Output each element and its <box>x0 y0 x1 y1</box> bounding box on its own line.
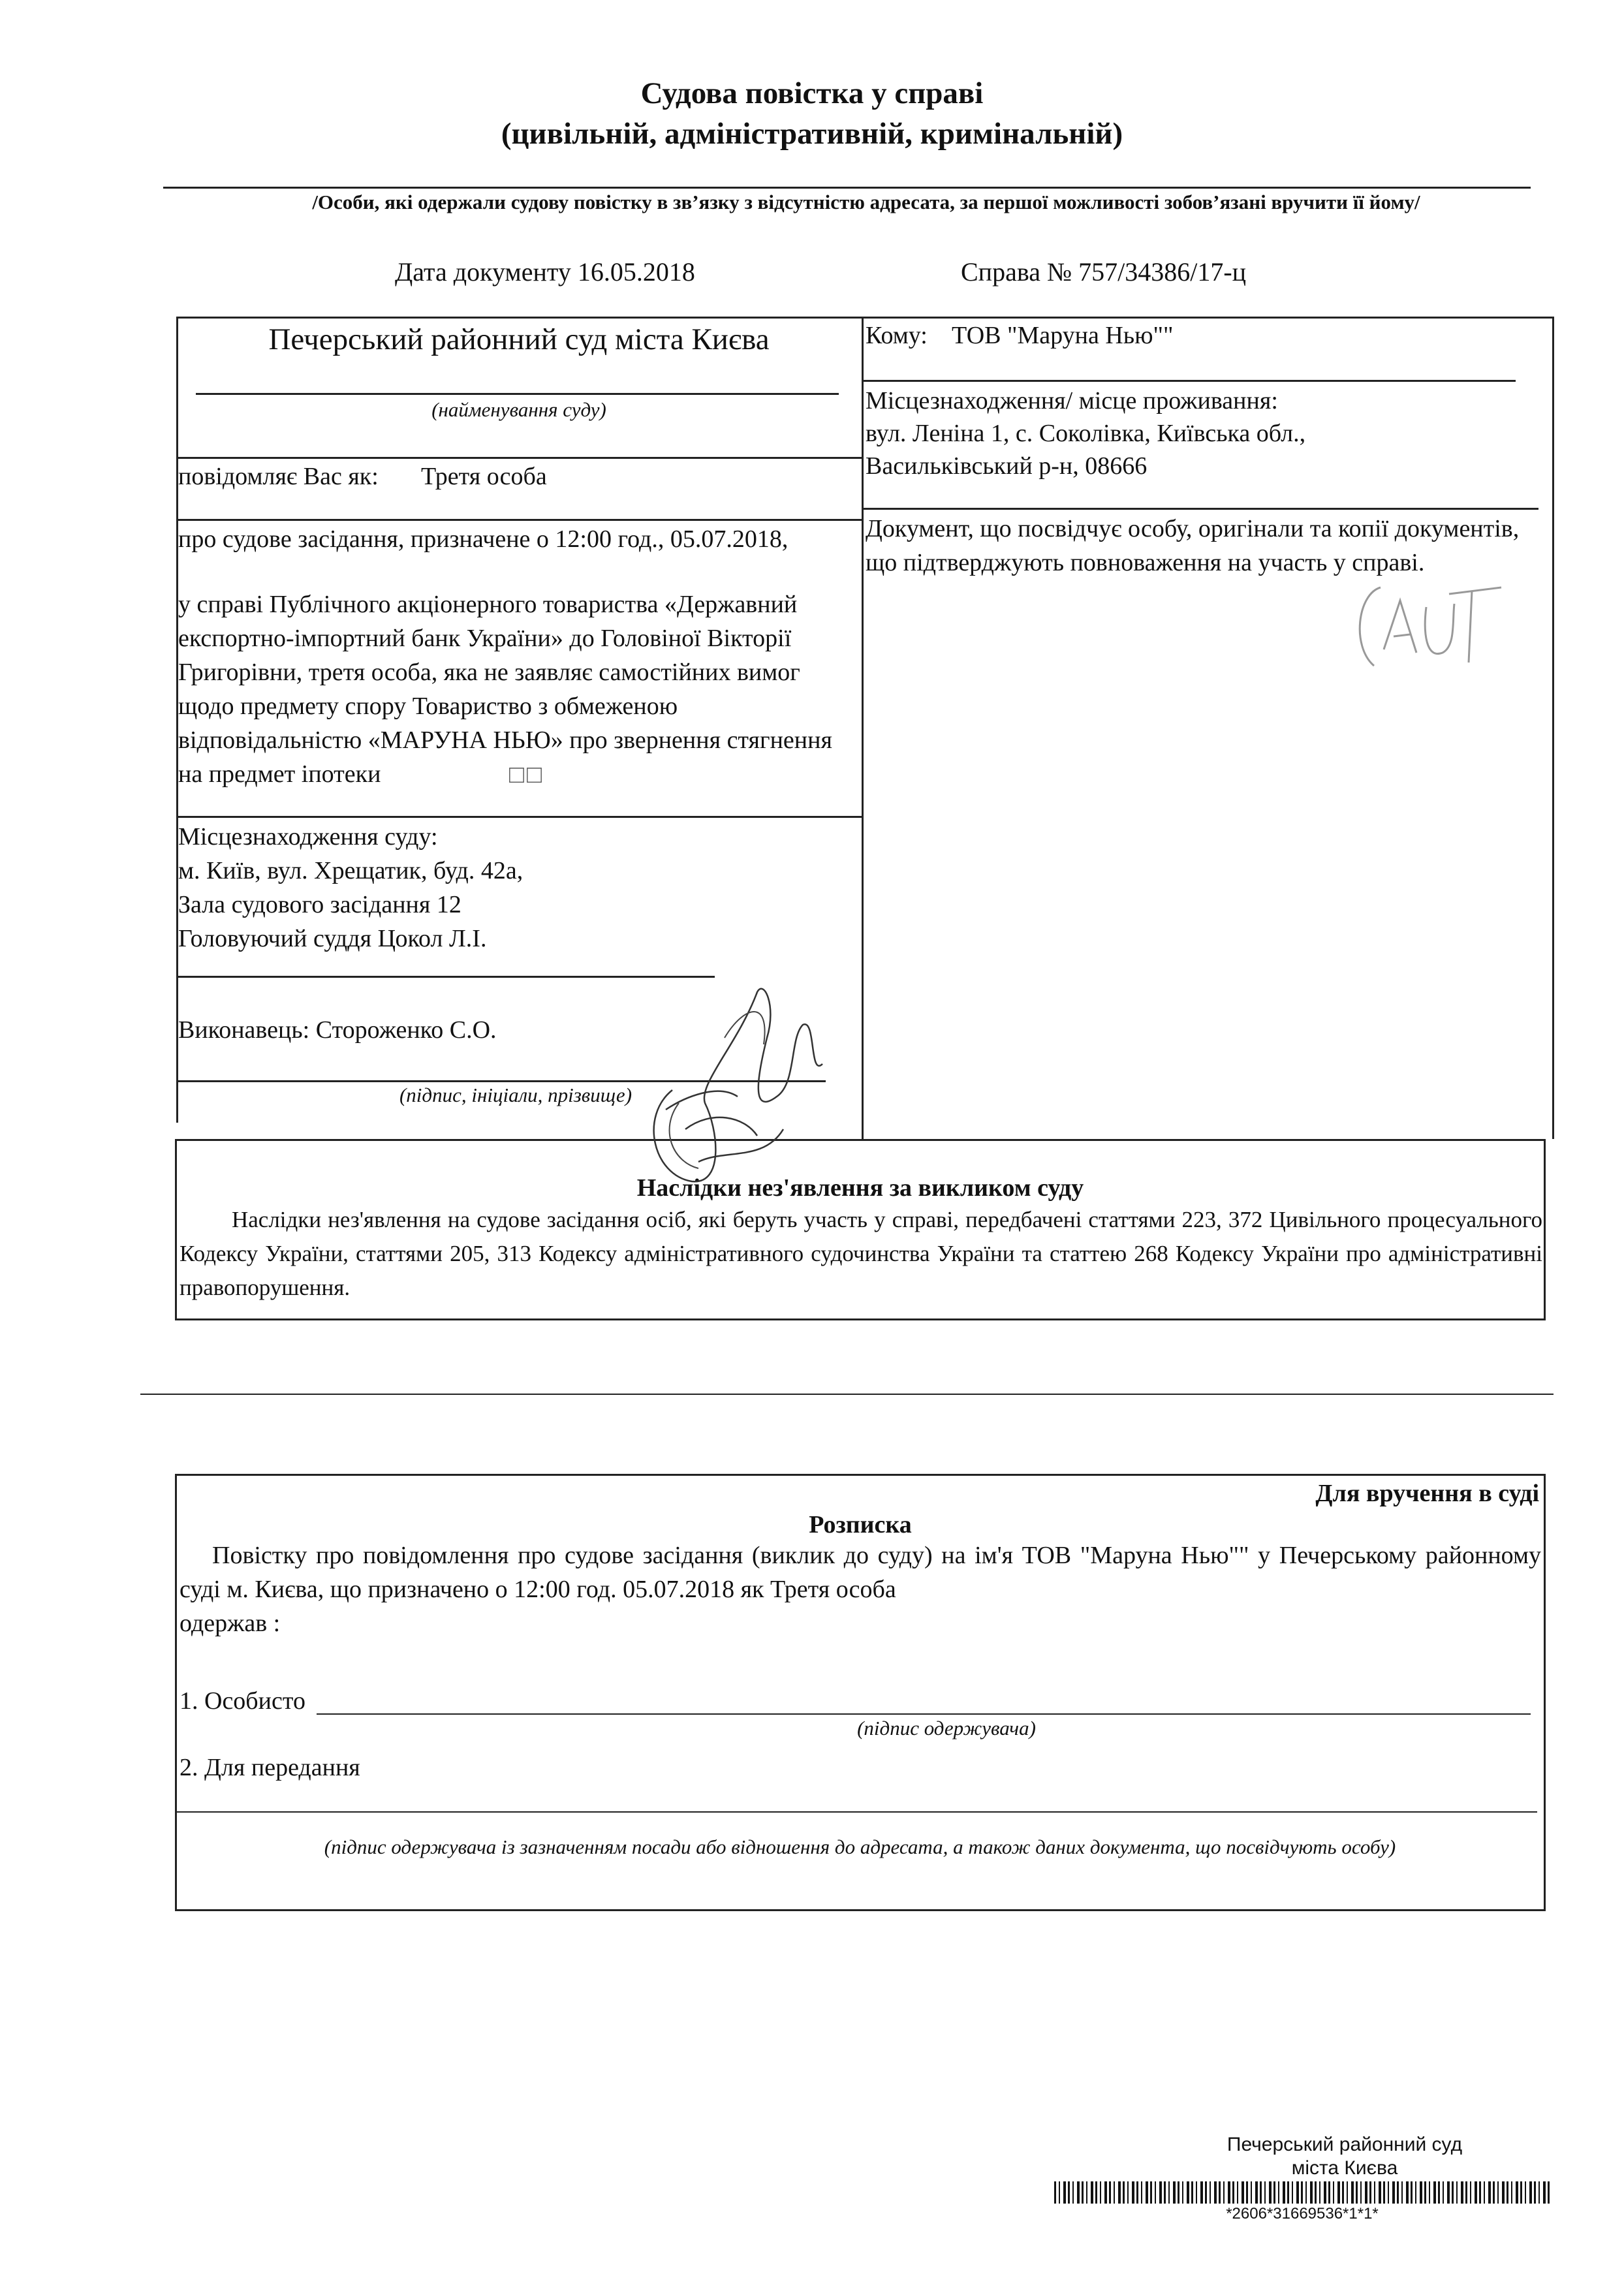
handwritten-mark <box>1345 574 1514 685</box>
consequences-text: Наслідки нез'явлення на судове засідання осіб, які беруть участь у справі, передбачені статтями 223, 372 Цивільного процесуального Кодексу України, статтями 205, 313 Кодексу адміністративного судочинства України та статтею 268 Кодексу України про адміністративні правопорушення. <box>180 1207 1542 1300</box>
received-label: одержав : <box>180 1610 281 1637</box>
signature-caption: (підпис, ініціали, прізвище) <box>399 1084 632 1106</box>
consequences-box-top <box>175 1139 1546 1141</box>
address-label: Місцезнаходження/ місце проживання: <box>866 387 1278 414</box>
divider-case <box>176 816 862 818</box>
required-documents: Документ, що посвідчує особу, оригінали та копії документів, що підтверджують повноваження на участь у справі. <box>866 515 1520 576</box>
personal-signature-line <box>317 1713 1531 1715</box>
court-name-caption: (найменування суду) <box>431 398 606 421</box>
case-number: Справа № 757/34386/17-ц <box>961 257 1247 287</box>
stamp-court-line2: міста Києва <box>1291 2157 1398 2179</box>
consequences-box-bottom <box>175 1318 1546 1320</box>
divider-notify <box>176 519 862 521</box>
main-box-right <box>1552 317 1554 1139</box>
main-box-top <box>176 317 1554 319</box>
main-box-divider <box>862 317 864 1139</box>
to-line <box>863 380 1516 382</box>
personal-label: 1. Особисто <box>180 1687 305 1715</box>
hearing-line: про судове засідання, призначене о 12:00 год., 05.07.2018, <box>178 525 789 553</box>
courier-notice: /Особи, які одержали судову повістку в зв’язку з відсутністю адресата, за першої можливості зобов’язані вручити її йому/ <box>312 191 1420 213</box>
address-line1: вул. Леніна 1, с. Соколівка, Київська обл., <box>866 420 1306 447</box>
missing-glyphs: □□ <box>509 761 544 788</box>
consequences-box-right <box>1544 1139 1546 1319</box>
executor: Виконавець: Стороженко С.О. <box>178 1016 497 1044</box>
transfer-caption: (підпис одержувача із зазначенням посади або відношення до адресата, а також даних документа, що посвідчують особу) <box>324 1835 1396 1858</box>
barcode <box>1054 2181 1550 2204</box>
title-line2: (цивільній, адміністративній, кримінальній) <box>501 117 1123 151</box>
transfer-signature-line <box>176 1811 1537 1813</box>
for-court-delivery: Для вручення в суді <box>1315 1480 1539 1507</box>
notify-as-label: повідомляє Вас як: <box>178 463 379 490</box>
receipt-box-top <box>175 1474 1546 1476</box>
consequences-title: Наслідки нез'явлення за викликом суду <box>636 1174 1084 1202</box>
signature-scribble <box>627 966 849 1201</box>
divider-court <box>176 457 862 459</box>
cut-line <box>140 1394 1554 1395</box>
personal-caption: (підпис одержувача) <box>857 1717 1036 1739</box>
header-divider <box>163 187 1531 189</box>
address-line-divider <box>863 508 1538 510</box>
court-name: Печерський районний суд міста Києва <box>268 322 770 356</box>
stamp-court-line1: Печерський районний суд <box>1226 2134 1463 2155</box>
court-room: Зала судового засідання 12 <box>178 891 461 918</box>
consequences-box-left <box>175 1139 177 1319</box>
to-value: ТОВ "Маруна Нью"" <box>952 322 1174 349</box>
court-name-line <box>196 393 839 395</box>
court-location-label: Місцезнаходження суду: <box>178 823 438 850</box>
receipt-title: Розписка <box>809 1511 912 1538</box>
document-date: Дата документу 16.05.2018 <box>395 257 695 287</box>
case-description: у справі Публічного акціонерного товариства «Державний експортно-імпортний банк України» до Головіної Вікторії Григорівни, третя особа, яка не заявляє самостійних вимог щодо предмету спору Товариство з обмеженою відповідальністю «МАРУНА НЬЮ» про звернення стягнення на предмет іпотеки <box>178 591 832 788</box>
presiding-judge: Головуючий суддя Цокол Л.І. <box>178 925 487 952</box>
court-address: м. Київ, вул. Хрещатик, буд. 42а, <box>178 857 523 884</box>
barcode-text: *2606*31669536*1*1* <box>1226 2205 1379 2223</box>
receipt-text: Повістку про повідомлення про судове засідання (виклик до суду) на ім'я ТОВ "Маруна Нью"" у Печерському районному суді м. Києва, що призначено о 12:00 год. 05.07.2018 як Третя особа <box>180 1542 1541 1603</box>
address-line2: Васильківський р-н, 08666 <box>866 452 1148 480</box>
receipt-box-bottom <box>175 1909 1546 1911</box>
notify-as-value: Третя особа <box>421 463 547 490</box>
transfer-label: 2. Для передання <box>180 1754 360 1781</box>
title-line1: Судова повістка у справі <box>640 76 984 110</box>
to-label: Кому: <box>866 322 928 349</box>
